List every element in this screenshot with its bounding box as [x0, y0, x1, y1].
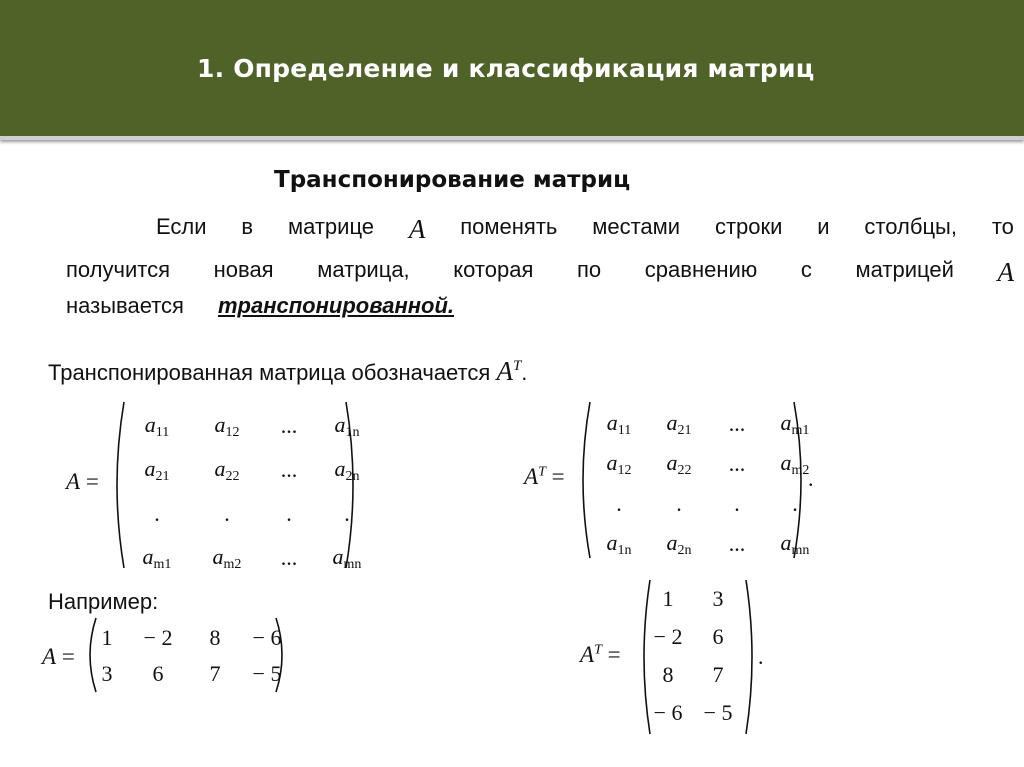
example-transpose	[646, 580, 746, 732]
matrix-cell: 1	[662, 586, 674, 611]
matrix-cell: 8	[662, 662, 674, 687]
example-label: Например:	[48, 589, 159, 614]
matrix-cell: 7	[209, 661, 221, 686]
matrix-cell: − 6	[653, 700, 683, 725]
term-transposed: транспонированной.	[217, 293, 455, 318]
word: строки	[714, 214, 783, 239]
matrix-cell: .	[734, 491, 740, 516]
matrix-cell: 6	[152, 661, 164, 686]
section-subtitle: Транспонирование матриц	[274, 167, 631, 193]
matrix-cell: 1	[101, 625, 113, 650]
matrix-cell: ...	[280, 457, 298, 482]
matrix-cell: $a_{m1}$	[142, 543, 172, 572]
notation-text: Транспонированная матрица обозначается	[48, 360, 491, 385]
matrix-cell: − 6	[252, 625, 282, 650]
notation-symbol: $A^T$	[496, 356, 522, 386]
word: получится	[66, 257, 170, 282]
matrix-cell: $a_{2n}$	[666, 529, 692, 558]
matrix-cell: 3	[712, 586, 724, 611]
matrix-cell: ...	[728, 411, 746, 436]
matrix-cell: .	[286, 501, 292, 526]
word: Если	[156, 214, 207, 239]
example-matrix-right-paren	[272, 616, 292, 694]
matrix-cell: .	[344, 501, 350, 526]
matrix-cell: $a_{mn}$	[780, 529, 810, 558]
matrix-cell: $a_{1n}$	[606, 529, 632, 558]
word: матрица,	[317, 257, 410, 282]
matrix-cell: $a_{m1}$	[780, 409, 810, 438]
word: матрице	[287, 214, 375, 239]
word: то	[991, 214, 1014, 239]
matrix-cell: .	[616, 491, 622, 516]
example-matrix-lhs: A =	[42, 644, 75, 669]
matrix-cell: $a_{22}$	[214, 455, 240, 484]
word: новая	[213, 257, 274, 282]
word: в	[241, 214, 254, 239]
matrix-cell: .	[792, 491, 798, 516]
matrix-cell: .	[224, 501, 230, 526]
matrix-cell: $a_{12}$	[606, 449, 632, 478]
word: местами	[592, 214, 681, 239]
matrix-cell: $a_{21}$	[144, 455, 170, 484]
matrix-cell: .	[676, 491, 682, 516]
matrix-cell: ...	[280, 413, 298, 438]
matrix-cell: $a_{21}$	[666, 409, 692, 438]
matrix-cell: $a_{mn}$	[332, 543, 362, 572]
matrix-cell: ...	[280, 545, 298, 570]
matrix-cell: − 2	[653, 624, 683, 649]
matrix-cell: $a_{11}$	[606, 409, 632, 438]
matrix-cell: $a_{1n}$	[334, 411, 360, 440]
title-banner	[0, 0, 1024, 140]
example-matrix	[92, 620, 298, 692]
definition-prefix: называется	[66, 293, 184, 318]
matrix-cell: .	[154, 501, 160, 526]
notation-line	[48, 356, 527, 387]
matrix-cell: 3	[101, 661, 113, 686]
general-transpose-end: .	[808, 466, 814, 491]
matrix-cell: $a_{22}$	[666, 449, 692, 478]
matrix-cell: $a_{m2}$	[780, 449, 810, 478]
matrix-cell: 8	[209, 625, 221, 650]
matrix-cell: ...	[728, 451, 746, 476]
definition-line-3	[66, 293, 454, 319]
word: которая	[453, 257, 534, 282]
matrix-cell: 7	[712, 662, 724, 687]
word: с	[800, 257, 812, 282]
matrix-cell: $a_{11}$	[144, 411, 170, 440]
definition-line-2	[66, 257, 1014, 288]
word: поменять	[460, 214, 558, 239]
matrix-cell: − 5	[252, 661, 282, 686]
word: матрицей	[855, 257, 954, 282]
word: сравнению	[644, 257, 758, 282]
word: по	[577, 257, 602, 282]
matrix-cell: − 2	[143, 625, 173, 650]
matrix-cell: − 5	[703, 700, 733, 725]
matrix-cell: ...	[728, 531, 746, 556]
general-matrix-lhs: A =	[66, 469, 99, 494]
example-transpose-lhs: $A^T$ =	[580, 642, 621, 667]
matrix-cell: $a_{2n}$	[334, 455, 360, 484]
example-transpose-end: .	[758, 644, 764, 669]
matrix-cell: 6	[712, 624, 724, 649]
slide-title: 1. Определение и классификация матриц	[197, 54, 815, 83]
word: столбцы,	[864, 214, 957, 239]
general-transpose	[588, 404, 824, 564]
notation-end: .	[521, 360, 528, 385]
general-transpose-lhs: $A^T$ =	[524, 464, 565, 489]
matrix-cell: $a_{12}$	[214, 411, 240, 440]
general-matrix	[122, 404, 378, 580]
general-matrix-right-paren	[342, 400, 364, 570]
definition-line-1	[156, 214, 1014, 245]
matrix-symbol: A	[997, 257, 1014, 287]
word: и	[817, 214, 830, 239]
matrix-cell: $a_{m2}$	[212, 543, 242, 572]
matrix-symbol: A	[408, 214, 426, 244]
